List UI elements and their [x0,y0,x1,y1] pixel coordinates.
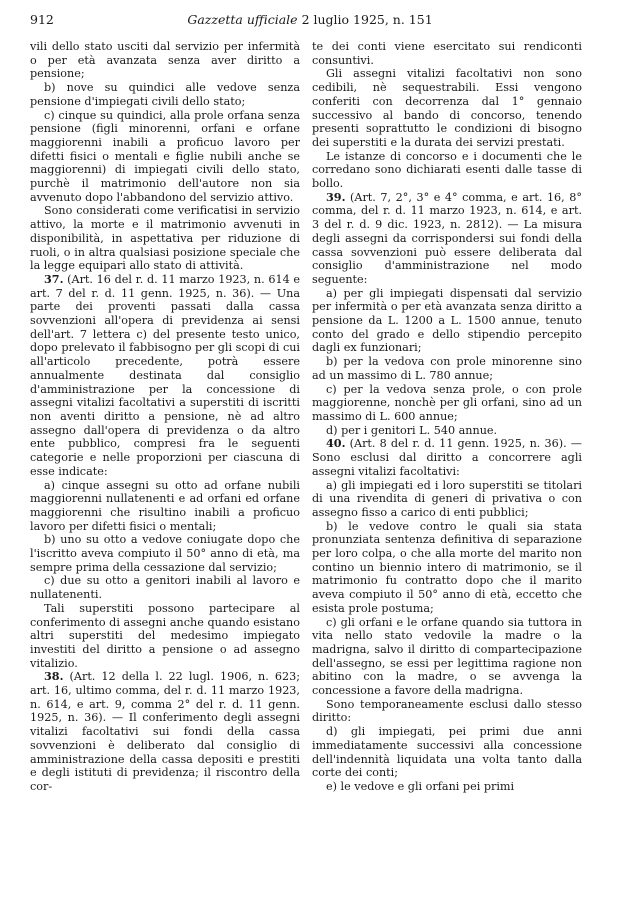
gazette-date: 2 luglio 1925, n. 151 [301,12,433,27]
page-number: 912 [30,12,54,27]
paragraph: Sono considerati come verificatisi in servizio attivo, la morte e il matrimonio avvenuti in disponibilità, in aspettativa per riduzione di ruoli, o in altra qualsiasi posizione speciale che la legge equipari allo stato di attività. [30,204,300,273]
article-39: 39. (Art. 7, 2°, 3° e 4° comma, e art. 16, 8° comma, del r. d. 11 marzo 1923, n. 614, e art. 3 del r. d. 9 dic. 1923, n. 2812). — La misura degli assegni da corrispondersi sui fondi della cassa sovvenzioni può essere deliberata dal consiglio d'amministrazione nel modo seguente: [312,189,582,286]
paragraph: b) uno su otto a vedove coniugate dopo che l'iscritto aveva compiuto il 50° anno di età, ma sempre prima della cessazione dal servizio; [30,533,300,574]
paragraph: vili dello stato usciti dal servizio per infermità o per età avanzata senza aver diritto a pensione; [30,40,300,81]
article-number: 39. [326,189,346,204]
paragraph: a) gli impiegati ed i loro superstiti se titolari di una rivendita di generi di privativa o con assegno fisso a carico di enti pubblici; [312,478,582,519]
paragraph: a) per gli impiegati dispensati dal servizio per infermità o per età avanzata senza diritto a pensione da L. 1200 a L. 1500 annue, tenuto conto del grado e dello stipendio percepito dagli ex funzionari; [312,286,582,355]
paragraph: c) cinque su quindici, alla prole orfana senza pensione (figli minorenni, orfani e orfane maggiorenni inabili a proficuo lavoro per difetti fisici o mentali e figlie nubili anche se maggiorenni) di impiegati civili dello stato, purchè il matrimonio dell'autore non sia avvenuto dopo l'abbandono del servizio attivo. [30,108,300,204]
paragraph: e) le vedove e gli orfani pei primi [326,779,515,793]
article-number: 37. [44,271,64,286]
article-37: 37. (Art. 16 del r. d. 11 marzo 1923, n. 614 e art. 7 del r. d. 11 genn. 1925, n. 36). — Una parte dei proventi passati dalla cassa sovvenzioni all'opera di previdenza ai sensi dell'art. 7 lettera c) del presente testo unico, dopo prelevato il fabbisogno per gli scopi di cui all'articolo precedente, potrà essere annualmente destinata dal consiglio d'amministrazione per la concessione di assegni vitalizi facoltativi a superstiti di iscritti non aventi diritto a pensione, nè ad altro assegno dall'opera di previdenza o da altro ente pubblico, compresi fra le seguenti categorie e nelle proporzioni per ciascuna di esse indicate: [30,271,300,478]
paragraph: Gli assegni vitalizi facoltativi non sono cedibili, nè sequestrabili. Essi vengono conferiti con decorrenza dal 1° gennaio successivo al bando di concorso, tenendo presenti soprattutto le condizioni di bisogno dei superstiti e la durata dei servizi prestati. [312,67,582,149]
gazette-name: Gazzetta ufficiale [187,12,298,27]
paragraph: d) gli impiegati, pei primi due anni immediatamente successivi alla concessione dell'indennità liquidata una volta tanto dalla corte dei conti; [312,725,582,780]
paragraph: c) per la vedova senza prole, o con prole maggiorenne, nonchè per gli orfani, sino ad un massimo di L. 600 annue; [312,382,582,423]
paragraph: d) per i genitori L. 540 annue. [326,423,498,437]
left-column [30,40,300,794]
paragraph: c) due su otto a genitori inabili al lavoro e nullatenenti. [30,574,300,602]
gazette-title [30,12,590,27]
article-number: 40. [326,436,346,451]
paragraph: b) per la vedova con prole minorenne sino ad un massimo di L. 780 annue; [312,355,582,382]
paragraph: Sono temporaneamente esclusi dallo stesso diritto: [312,697,582,725]
paragraph: b) le vedove contro le quali sia stata pronunziata sentenza definitiva di separazione per loro colpa, o che alla morte del marito non contino un biennio intero di matrimonio, se il matrimonio fu contratto dopo che il marito aveva compiuto il 50° anno di età, eccetto che esista prole postuma; [312,519,582,615]
paragraph: te dei conti viene esercitato sui rendiconti consuntivi. [312,40,582,67]
paragraph: Le istanze di concorso e i documenti che le corredano sono dichiarati esenti dalle tasse di bollo. [312,149,582,191]
article-number: 38. [44,669,64,684]
right-column [312,40,582,794]
paragraph: Tali superstiti possono partecipare al conferimento di assegni anche quando esistano altri superstiti del medesimo impiegato investiti del diritto a pensione o ad assegno vitalizio. [30,601,300,670]
paragraph: b) nove su quindici alle vedove senza pensione d'impiegati civili dello stato; [30,81,300,108]
paragraph: c) gli orfani e le orfane quando sia tuttora in vita nello stato vedovile la madre o la madrigna, salvo il diritto di compartecipazione dell'assegno, se essi per legittima ragione non abitino con la madre, o se avvenga la concessione a favore della madrigna. [312,615,582,698]
paragraph: a) cinque assegni su otto ad orfane nubili maggiorenni nullatenenti e ad orfani ed orfane maggiorenni che risultino inabili a proficuo lavoro per difetti fisici o mentali; [30,478,300,533]
page-header [30,12,590,30]
article-38: 38. (Art. 12 della l. 22 lugl. 1906, n. 623; art. 16, ultimo comma, del r. d. 11 marzo 1923, n. 614, e art. 9, comma 2° del r. d. 11 genn. 1925, n. 36). — Il conferimento degli assegni vitalizi facoltativi sui fondi della cassa sovvenzioni è deliberato dal consiglio di amministrazione della cassa depositi e prestiti e degli istituti di previdenza; il riscontro della cor- [30,669,300,793]
article-40: 40. (Art. 8 del r. d. 11 genn. 1925, n. 36). — Sono esclusi dal diritto a concorrere agli assegni vitalizi facoltativi: [312,436,582,478]
